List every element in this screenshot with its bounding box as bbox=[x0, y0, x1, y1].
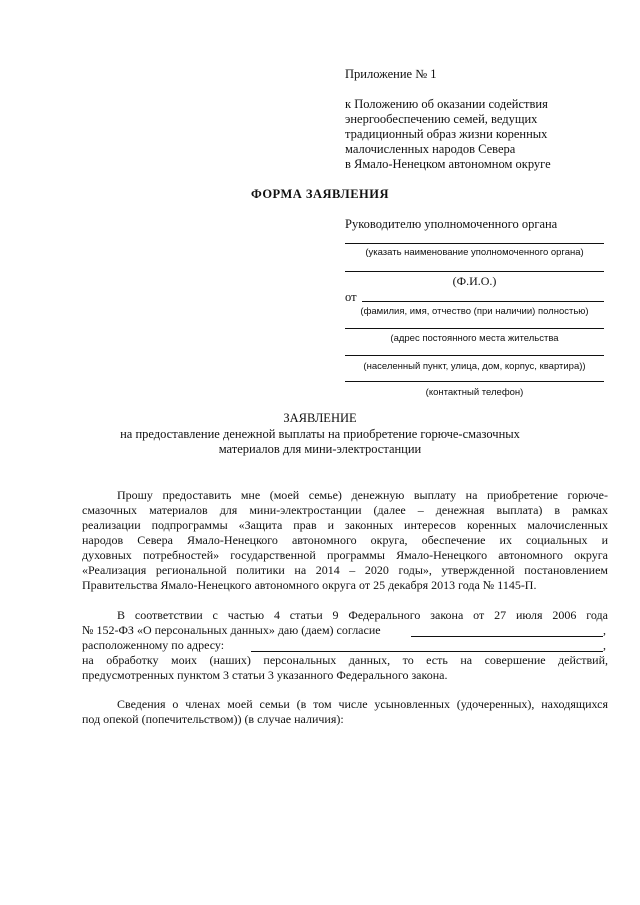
hint-locality: (населенный пункт, улица, дом, корпус, квартира)) bbox=[363, 361, 586, 372]
phone-line bbox=[345, 381, 604, 382]
hint-phone: (контактный телефон) bbox=[425, 387, 524, 398]
paragraph-2-line: В соответствии с частью 4 статьи 9 Федерального закона от 27 июля 2006 года bbox=[117, 608, 608, 622]
appendix-line: малочисленных народов Севера bbox=[345, 142, 516, 156]
paragraph-2-line: на обработку моих (наших) персональных данных, то есть на совершение действий, bbox=[82, 653, 608, 667]
appendix-line: в Ямало-Ненецком автономном округе bbox=[345, 157, 551, 171]
paragraph-3-line: Сведения о членах моей семьи (в том числе усыновленных (удочеренных), находящихся bbox=[117, 697, 608, 711]
address-blank-line bbox=[251, 651, 603, 652]
paragraph-1-line: Прошу предоставить мне (моей семье) денежную выплату на приобретение горюче- bbox=[117, 488, 608, 502]
appendix-line: энергообеспечению семей, ведущих bbox=[345, 112, 538, 126]
paragraph-1-line: смазочных материалов для мини-электростанции (далее – денежная выплата) в рамках bbox=[82, 503, 608, 517]
form-title: ФОРМА ЗАЯВЛЕНИЯ bbox=[250, 187, 390, 201]
paragraph-1-line: Правительства Ямало-Ненецкого автономного округа от 25 декабря 2013 года № 1145-П. bbox=[82, 578, 537, 592]
fio-line bbox=[345, 271, 604, 272]
paragraph-1-line: народов Севера Ямало-Ненецкого автономного округа, обеспечение их социальных и bbox=[82, 533, 608, 547]
paragraph-1-line: духовных потребностей» государственной программы Ямало-Ненецкого автономного округа bbox=[82, 548, 608, 562]
name-line bbox=[362, 301, 604, 302]
consent-blank-line bbox=[411, 636, 603, 637]
comma: , bbox=[603, 638, 606, 652]
from-label: от bbox=[345, 290, 357, 304]
hint-organ: (указать наименование уполномоченного органа) bbox=[365, 247, 584, 258]
appendix-line: к Положению об оказании содействия bbox=[345, 97, 548, 111]
paragraph-2-line: № 152-ФЗ «О персональных данных» даю (даем) согласие bbox=[82, 623, 381, 637]
hint-address: (адрес постоянного места жительства bbox=[390, 333, 559, 344]
paragraph-1-line: реализации подпрограммы «Защита прав и законных интересов коренных малочисленных bbox=[82, 518, 608, 532]
paragraph-3-line: под опекой (попечительством)) (в случае наличия): bbox=[82, 712, 344, 726]
organ-line bbox=[345, 243, 604, 244]
comma: , bbox=[603, 623, 606, 637]
hint-name: (фамилия, имя, отчество (при наличии) полностью) bbox=[360, 306, 589, 317]
paragraph-2-line: расположенному по адресу: bbox=[82, 638, 225, 652]
locality-line bbox=[345, 355, 604, 356]
statement-subtitle: материалов для мини-электростанции bbox=[218, 442, 422, 456]
statement-subtitle: на предоставление денежной выплаты на приобретение горюче-смазочных bbox=[120, 427, 520, 441]
address-line bbox=[345, 328, 604, 329]
addressee-to: Руководителю уполномоченного органа bbox=[345, 217, 558, 231]
statement-title: ЗАЯВЛЕНИЕ bbox=[283, 411, 357, 425]
appendix-title: Приложение № 1 bbox=[345, 67, 437, 81]
appendix-line: традиционный образ жизни коренных bbox=[345, 127, 548, 141]
paragraph-2-line: предусмотренных пунктом 3 статьи 3 указанного Федерального закона. bbox=[82, 668, 448, 682]
paragraph-1-line: «Реализация региональной политики на 2014 – 2020 годы», утвержденной постановлением bbox=[82, 563, 608, 577]
hint-fio: (Ф.И.О.) bbox=[452, 274, 497, 288]
